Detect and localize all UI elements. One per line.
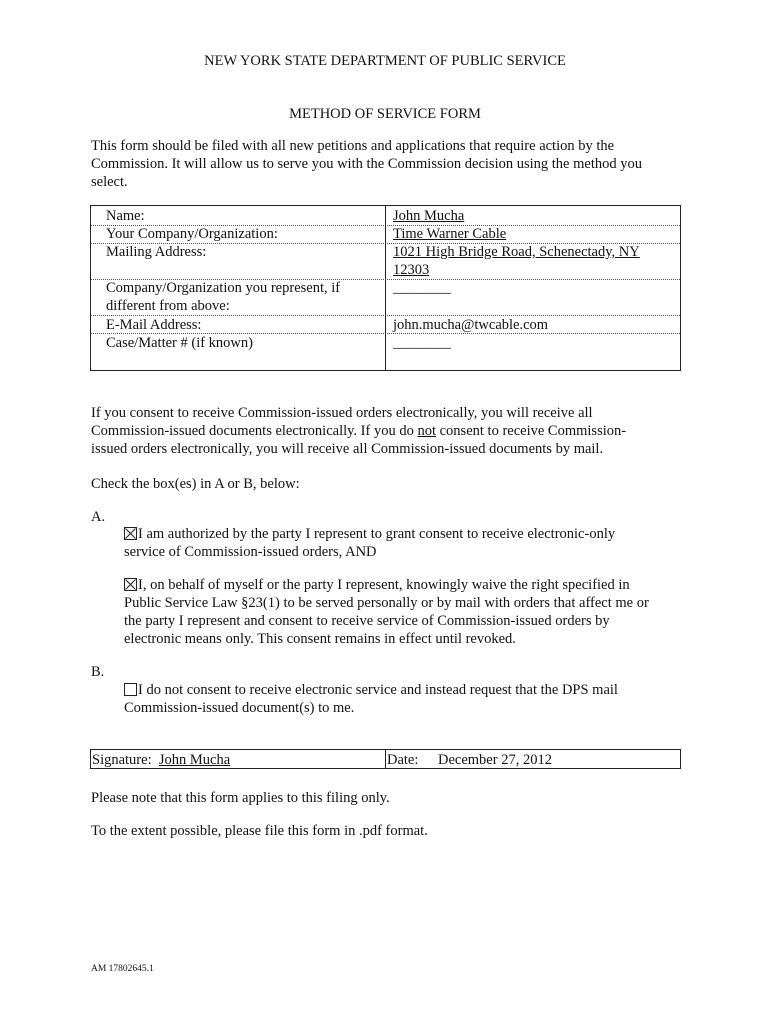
agency-heading: NEW YORK STATE DEPARTMENT OF PUBLIC SERVICE [204, 53, 566, 69]
filing-note: Please note that this form applies to this filing only. [91, 790, 390, 806]
consent-line [91, 422, 681, 440]
represent-label-line: Company/Organization you represent, if [106, 280, 341, 296]
form-title: METHOD OF SERVICE FORM [289, 106, 481, 122]
name-label: Name: [106, 208, 145, 224]
case-value: ________ [393, 335, 451, 351]
represent-label-line: different from above: [106, 298, 230, 314]
pdf-format-note: To the extent possible, please file this form in .pdf format. [91, 823, 428, 839]
option-text: Commission-issued document(s) to me. [124, 700, 355, 716]
mailing-address-line: 1021 High Bridge Road, Schenectady, NY [393, 244, 640, 260]
consent-option-a1 [124, 525, 684, 561]
signature-cell [92, 751, 230, 769]
email-value: john.mucha@twcable.com [393, 317, 549, 333]
consent-line: If you consent to receive Commission-issued orders electronically, you will receive all [91, 405, 593, 421]
name-value: John Mucha [393, 208, 465, 224]
table-column-divider [385, 206, 386, 370]
mailing-address-zip: 12303 [393, 262, 430, 278]
option-text: I am authorized by the party I represent to grant consent to receive electronic-only [138, 526, 616, 542]
represent-label [106, 279, 376, 315]
instruction-text: Check the box(es) in A or B, below: [91, 476, 300, 492]
date-value: December 27, 2012 [438, 752, 552, 768]
checkbox-b1[interactable] [124, 683, 137, 696]
company-label: Your Company/Organization: [106, 226, 278, 242]
consent-option-a2 [124, 576, 684, 648]
emphasis-not: not [417, 423, 436, 439]
option-text: I, on behalf of myself or the party I represent, knowingly waive the right specified in [138, 577, 630, 593]
option-text: I do not consent to receive electronic service and instead request that the DPS mail [138, 682, 618, 698]
intro-line: Commission. It will allow us to serve you with the Commission decision using the method you [91, 156, 642, 172]
mailing-address-label: Mailing Address: [106, 244, 207, 260]
option-text: service of Commission-issued orders, AND [124, 544, 377, 560]
contact-info-table [90, 205, 681, 371]
consent-option-b1 [124, 681, 684, 717]
email-label: E-Mail Address: [106, 317, 202, 333]
intro-line: select. [91, 174, 128, 190]
consent-text: consent to receive Commission- [436, 423, 627, 439]
signature-table [90, 749, 681, 769]
check-x-icon [125, 579, 136, 590]
document-id: AM 17802645.1 [91, 964, 154, 974]
checkbox-a2[interactable] [124, 578, 137, 591]
option-text: electronic means only. This consent remains in effect until revoked. [124, 631, 516, 647]
check-x-icon [125, 528, 136, 539]
section-a-label: A. [91, 509, 106, 525]
mailing-address-value [393, 243, 673, 279]
checkbox-a1[interactable] [124, 527, 137, 540]
table-column-divider [385, 750, 386, 768]
intro-line: This form should be filed with all new petitions and applications that require action by the [91, 138, 615, 154]
case-label: Case/Matter # (if known) [106, 335, 253, 351]
consent-line: issued orders electronically, you will receive all Commission-issued documents by mail. [91, 441, 604, 457]
date-label: Date: [387, 752, 419, 768]
section-b-label: B. [91, 664, 105, 680]
consent-text: Commission-issued documents electronically. If you do [91, 423, 418, 439]
option-text: Public Service Law §23(1) to be served personally or by mail with orders that affect me or [124, 595, 649, 611]
intro-paragraph [91, 137, 681, 191]
represent-value: ________ [393, 280, 451, 296]
signature-value: John Mucha [158, 752, 231, 768]
company-value: Time Warner Cable [393, 226, 507, 242]
option-text: the party I represent and consent to receive service of Commission-issued orders by [124, 613, 610, 629]
signature-label: Signature: [92, 752, 152, 768]
consent-paragraph [91, 404, 681, 458]
